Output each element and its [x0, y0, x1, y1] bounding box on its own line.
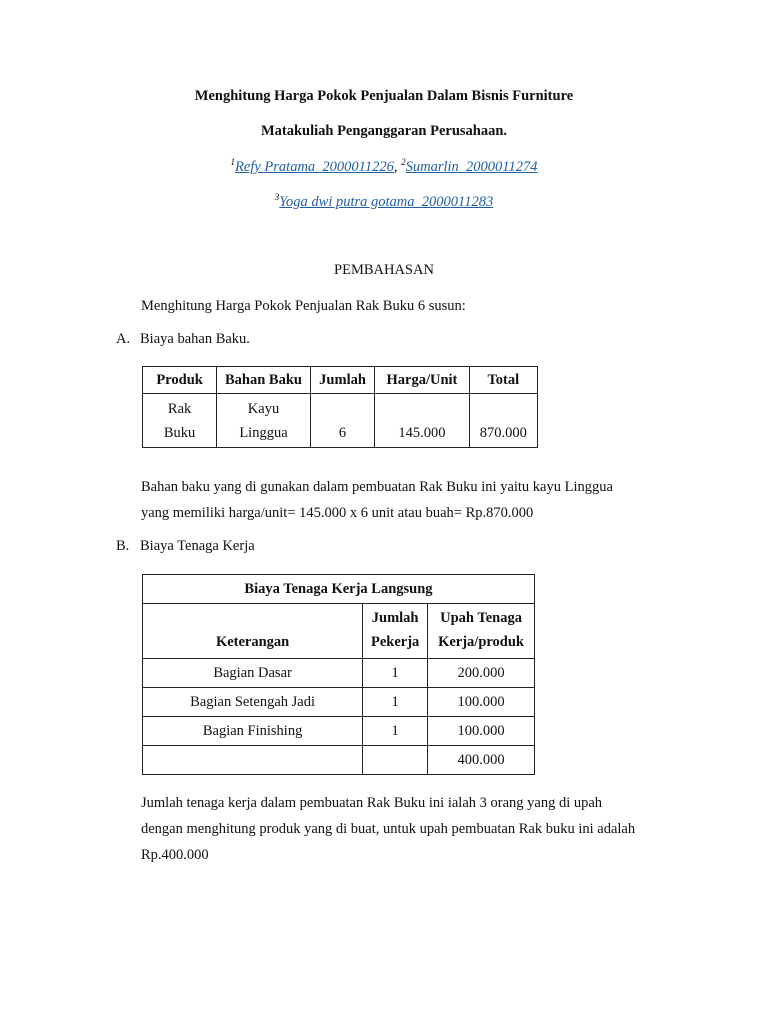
- table-row: [143, 394, 538, 448]
- author-3-superscript: 3: [274, 192, 280, 202]
- table-total-row: [143, 746, 535, 775]
- labor-cost-table: [142, 574, 535, 775]
- section-a-label: A.: [116, 331, 131, 347]
- cell-empty: [143, 746, 363, 775]
- cell-keterangan: Bagian Dasar: [143, 659, 363, 688]
- cell-empty: [363, 746, 428, 775]
- section-b-heading: [116, 538, 255, 555]
- authors-line-1: [0, 157, 768, 176]
- header-upah-line-2: Kerja/produk: [438, 634, 525, 650]
- cell-produk: [143, 394, 217, 448]
- authors-line-2: [0, 192, 768, 211]
- header-keterangan: Keterangan: [143, 604, 363, 659]
- table-caption-row: [143, 575, 535, 604]
- intro-text: Menghitung Harga Pokok Penjualan Rak Buku 6 susun:: [141, 298, 466, 314]
- author-2-link[interactable]: Sumarlin_2000011274: [405, 158, 538, 175]
- cell-produk-line-2: Buku: [163, 424, 196, 441]
- cell-jumlah: 1: [363, 659, 428, 688]
- document-title: Menghitung Harga Pokok Penjualan Dalam Bisnis Furniture: [194, 88, 574, 104]
- cell-total: 400.000: [428, 746, 535, 775]
- header-total: Total: [469, 367, 537, 394]
- section-a-heading: [116, 331, 250, 348]
- header-upah-line-1: Upah Tenaga: [440, 610, 522, 626]
- section-b-title: Biaya Tenaga Kerja: [140, 538, 255, 554]
- cell-jumlah: 6: [310, 394, 374, 448]
- labor-table-caption: Biaya Tenaga Kerja Langsung: [143, 575, 535, 604]
- header-bahan-baku: Bahan Baku: [217, 367, 311, 394]
- cell-bahan-line-1: Kayu: [247, 400, 280, 417]
- paragraph-line: Bahan baku yang di gunakan dalam pembuatan Rak Buku ini yaitu kayu Linggua: [141, 479, 613, 495]
- author-2-superscript: 2: [401, 157, 406, 167]
- author-1-link[interactable]: Refy Pratama_2000011226: [235, 158, 394, 175]
- table-row: [143, 659, 535, 688]
- section-b-paragraph: [141, 790, 635, 868]
- section-a-title: Biaya bahan Baku.: [140, 331, 250, 347]
- cell-produk-line-1: Rak: [167, 400, 192, 417]
- paragraph-line: Jumlah tenaga kerja dalam pembuatan Rak Buku ini ialah 3 orang yang di upah: [141, 795, 603, 811]
- header-jumlah: Jumlah: [310, 367, 374, 394]
- table-row: [143, 688, 535, 717]
- header-jumlah-line-1: Jumlah: [371, 610, 419, 626]
- author-separator: ,: [393, 158, 398, 175]
- header-upah: [428, 604, 535, 659]
- paragraph-line: Rp.400.000: [141, 847, 209, 863]
- table-row: [143, 717, 535, 746]
- section-heading: PEMBAHASAN: [334, 262, 434, 278]
- cell-keterangan: Bagian Finishing: [143, 717, 363, 746]
- cell-upah: 100.000: [428, 717, 535, 746]
- section-b-label: B.: [116, 538, 130, 554]
- section-a-paragraph: [141, 474, 613, 526]
- cell-harga: 145.000: [375, 394, 469, 448]
- author-1-superscript: 1: [230, 157, 236, 167]
- paragraph-line: yang memiliki harga/unit= 145.000 x 6 unit atau buah= Rp.870.000: [141, 505, 534, 521]
- cell-keterangan: Bagian Setengah Jadi: [143, 688, 363, 717]
- course-subtitle: Matakuliah Penganggaran Perusahaan.: [260, 123, 508, 139]
- cell-jumlah: 1: [363, 688, 428, 717]
- paragraph-line: dengan menghitung produk yang di buat, untuk upah pembuatan Rak buku ini adalah: [141, 821, 636, 837]
- header-produk: Produk: [143, 367, 217, 394]
- cell-bahan-line-2: Linggua: [239, 424, 288, 441]
- table-header-row: [143, 367, 538, 394]
- cell-bahan-baku: [217, 394, 311, 448]
- header-harga-unit: Harga/Unit: [375, 367, 469, 394]
- cell-upah: 200.000: [428, 659, 535, 688]
- header-jumlah-pekerja: [363, 604, 428, 659]
- header-jumlah-line-2: Pekerja: [370, 634, 420, 650]
- author-3-link[interactable]: Yoga dwi putra gotama_2000011283: [279, 193, 494, 210]
- raw-material-table: [142, 366, 538, 448]
- cell-total: 870.000: [469, 394, 537, 448]
- cell-upah: 100.000: [428, 688, 535, 717]
- cell-jumlah: 1: [363, 717, 428, 746]
- table-header-row: [143, 604, 535, 659]
